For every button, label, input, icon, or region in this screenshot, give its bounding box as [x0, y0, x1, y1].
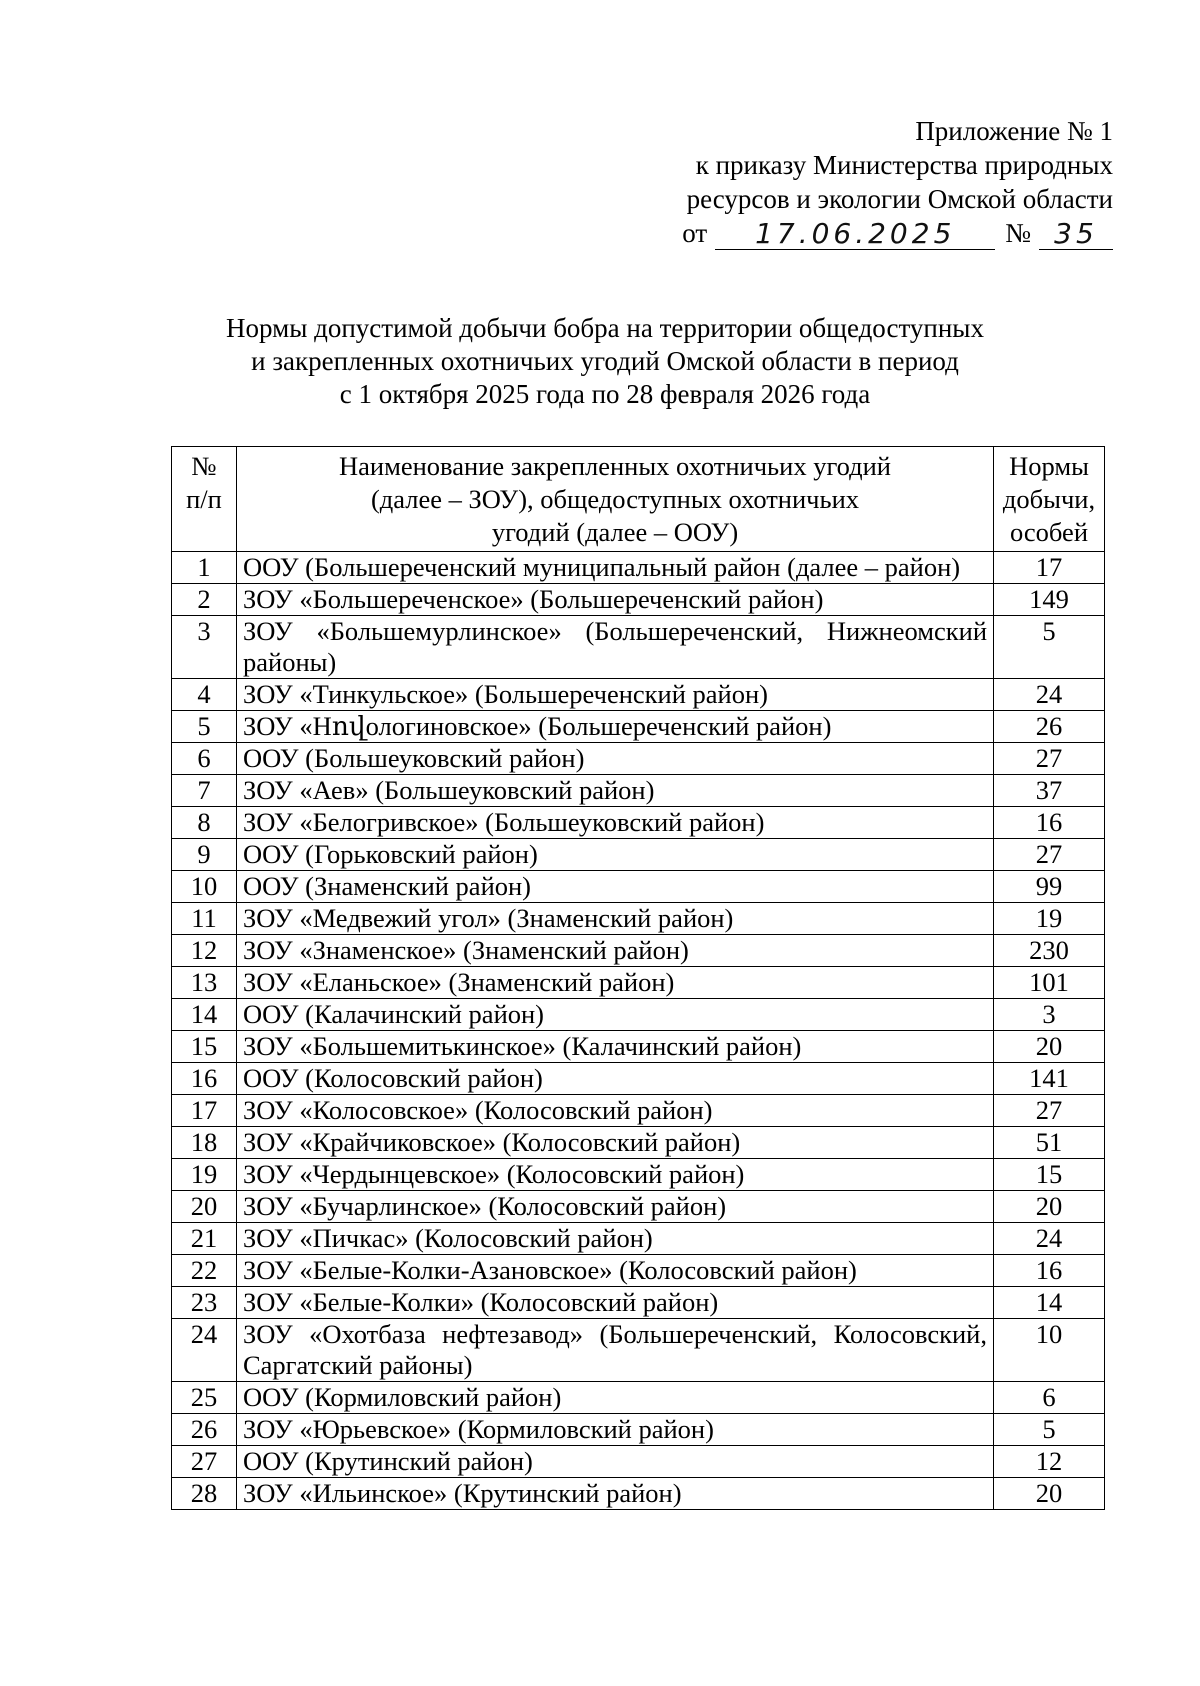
row-number: 17	[172, 1095, 237, 1127]
row-number: 19	[172, 1159, 237, 1191]
header-norm-line-1: Нормы	[1009, 451, 1089, 481]
title-line-3: с 1 октября 2025 года по 28 февраля 2026 года	[339, 379, 871, 409]
row-norm: 101	[994, 967, 1105, 999]
row-name: ЗОУ «Большемитькинское» (Калачинский район)	[237, 1031, 994, 1063]
table-row	[172, 1063, 1105, 1095]
header-number	[172, 447, 237, 552]
row-number: 18	[172, 1127, 237, 1159]
row-number: 12	[172, 935, 237, 967]
table-row	[172, 967, 1105, 999]
row-name: ООУ (Крутинский район)	[237, 1446, 994, 1478]
row-norm: 51	[994, 1127, 1105, 1159]
appendix-order-line: к приказу Министерства природных	[695, 150, 1113, 180]
row-name: ЗОУ «Большемурлинское» (Большереченский, Нижнеомский районы)	[237, 616, 994, 679]
row-number: 7	[172, 775, 237, 807]
number-label: №	[1005, 218, 1031, 248]
table-row	[172, 1287, 1105, 1319]
row-norm: 141	[994, 1063, 1105, 1095]
row-name: ООУ (Калачинский район)	[237, 999, 994, 1031]
row-name: ЗОУ «Юрьевское» (Кормиловский район)	[237, 1414, 994, 1446]
row-number: 15	[172, 1031, 237, 1063]
row-number: 24	[172, 1319, 237, 1382]
row-name: ЗОУ «Нովологиновское» (Большереченский район)	[237, 711, 994, 743]
table-row	[172, 1159, 1105, 1191]
table-row	[172, 1414, 1105, 1446]
row-name: ЗОУ «Аев» (Большеуковский район)	[237, 775, 994, 807]
table-row	[172, 584, 1105, 616]
title-line-1: Нормы допустимой добычи бобра на территории общедоступных	[226, 313, 984, 343]
table-row	[172, 711, 1105, 743]
table-row	[172, 1223, 1105, 1255]
table-row	[172, 999, 1105, 1031]
header-norm-line-2: добычи,	[1002, 484, 1096, 514]
table-row	[172, 775, 1105, 807]
row-norm: 16	[994, 807, 1105, 839]
row-number: 21	[172, 1223, 237, 1255]
row-name: ЗОУ «Чердынцевское» (Колосовский район)	[237, 1159, 994, 1191]
row-norm: 37	[994, 775, 1105, 807]
row-name: ООУ (Кормиловский район)	[237, 1382, 994, 1414]
table-row	[172, 871, 1105, 903]
row-number: 23	[172, 1287, 237, 1319]
row-name: ООУ (Колосовский район)	[237, 1063, 994, 1095]
row-name: ЗОУ «Большереченское» (Большереченский район)	[237, 584, 994, 616]
row-number: 14	[172, 999, 237, 1031]
table-row	[172, 1191, 1105, 1223]
row-number: 9	[172, 839, 237, 871]
row-name: ООУ (Горьковский район)	[237, 839, 994, 871]
row-name: ЗОУ «Пичкас» (Колосовский район)	[237, 1223, 994, 1255]
table-row	[172, 1255, 1105, 1287]
order-number-handwritten: 35	[1039, 219, 1113, 250]
appendix-header	[593, 114, 1113, 250]
row-norm: 17	[994, 552, 1105, 584]
header-norm	[994, 447, 1105, 552]
row-name: ЗОУ «Медвежий угол» (Знаменский район)	[237, 903, 994, 935]
row-norm: 27	[994, 743, 1105, 775]
row-number: 16	[172, 1063, 237, 1095]
table-row	[172, 935, 1105, 967]
row-norm: 20	[994, 1191, 1105, 1223]
row-name: ООУ (Большеуковский район)	[237, 743, 994, 775]
title-line-2: и закрепленных охотничьих угодий Омской области в период	[251, 346, 959, 376]
row-name: ЗОУ «Бучарлинское» (Колосовский район)	[237, 1191, 994, 1223]
table-row	[172, 1478, 1105, 1510]
row-name: ЗОУ «Знаменское» (Знаменский район)	[237, 935, 994, 967]
row-norm: 19	[994, 903, 1105, 935]
header-name-line-3: угодий (далее – ООУ)	[491, 517, 739, 547]
row-number: 25	[172, 1382, 237, 1414]
row-number: 27	[172, 1446, 237, 1478]
row-name: ЗОУ «Белые-Колки» (Колосовский район)	[237, 1287, 994, 1319]
row-number: 1	[172, 552, 237, 584]
document-title	[170, 312, 1040, 411]
row-number: 3	[172, 616, 237, 679]
row-norm: 5	[994, 616, 1105, 679]
table-row	[172, 552, 1105, 584]
row-norm: 20	[994, 1478, 1105, 1510]
row-number: 4	[172, 679, 237, 711]
row-norm: 20	[994, 1031, 1105, 1063]
table-row	[172, 839, 1105, 871]
order-date-handwritten: 17.06.2025	[715, 219, 995, 250]
row-norm: 5	[994, 1414, 1105, 1446]
row-number: 26	[172, 1414, 237, 1446]
header-name-line-1: Наименование закрепленных охотничьих угодий	[339, 451, 891, 481]
row-norm: 10	[994, 1319, 1105, 1382]
row-norm: 3	[994, 999, 1105, 1031]
row-norm: 27	[994, 839, 1105, 871]
row-number: 20	[172, 1191, 237, 1223]
norms-table	[171, 446, 1105, 1510]
table-row	[172, 743, 1105, 775]
row-name: ЗОУ «Колосовское» (Колосовский район)	[237, 1095, 994, 1127]
row-norm: 16	[994, 1255, 1105, 1287]
row-norm: 24	[994, 679, 1105, 711]
row-norm: 14	[994, 1287, 1105, 1319]
row-norm: 12	[994, 1446, 1105, 1478]
table-row	[172, 903, 1105, 935]
row-name: ЗОУ «Еланьское» (Знаменский район)	[237, 967, 994, 999]
row-number: 22	[172, 1255, 237, 1287]
table-row	[172, 679, 1105, 711]
row-number: 8	[172, 807, 237, 839]
row-number: 11	[172, 903, 237, 935]
appendix-title: Приложение № 1	[915, 116, 1113, 146]
row-number: 6	[172, 743, 237, 775]
row-name: ЗОУ «Белые-Колки-Азановское» (Колосовский район)	[237, 1255, 994, 1287]
table-header-row	[172, 447, 1105, 552]
table-row	[172, 616, 1105, 679]
header-number-line-1: №	[191, 451, 217, 481]
row-norm: 6	[994, 1382, 1105, 1414]
row-name: ЗОУ «Ильинское» (Крутинский район)	[237, 1478, 994, 1510]
table-row	[172, 1127, 1105, 1159]
date-prefix: от	[682, 218, 708, 248]
table-row	[172, 807, 1105, 839]
table-body	[172, 552, 1105, 1510]
row-number: 2	[172, 584, 237, 616]
row-number: 5	[172, 711, 237, 743]
header-name	[237, 447, 994, 552]
header-number-line-2: п/п	[186, 484, 222, 514]
table-row	[172, 1382, 1105, 1414]
row-name: ООУ (Большереченский муниципальный район (далее – район)	[237, 552, 994, 584]
row-norm: 26	[994, 711, 1105, 743]
row-name: ЗОУ «Белогривское» (Большеуковский район)	[237, 807, 994, 839]
appendix-ministry-line: ресурсов и экологии Омской области	[686, 184, 1113, 214]
order-date-number-line	[593, 216, 1113, 250]
row-norm: 24	[994, 1223, 1105, 1255]
row-name: ЗОУ «Охотбаза нефтезавод» (Большереченский, Колосовский, Саргатский районы)	[237, 1319, 994, 1382]
row-norm: 27	[994, 1095, 1105, 1127]
header-norm-line-3: особей	[1010, 517, 1088, 547]
row-name: ЗОУ «Тинкульское» (Большереченский район)	[237, 679, 994, 711]
row-number: 28	[172, 1478, 237, 1510]
row-norm: 230	[994, 935, 1105, 967]
row-name: ООУ (Знаменский район)	[237, 871, 994, 903]
row-number: 13	[172, 967, 237, 999]
table-row	[172, 1319, 1105, 1382]
row-norm: 149	[994, 584, 1105, 616]
row-number: 10	[172, 871, 237, 903]
table-row	[172, 1095, 1105, 1127]
table-row	[172, 1446, 1105, 1478]
table-row	[172, 1031, 1105, 1063]
row-norm: 15	[994, 1159, 1105, 1191]
row-norm: 99	[994, 871, 1105, 903]
header-name-line-2: (далее – ЗОУ), общедоступных охотничьих	[370, 484, 860, 514]
row-name: ЗОУ «Крайчиковское» (Колосовский район)	[237, 1127, 994, 1159]
